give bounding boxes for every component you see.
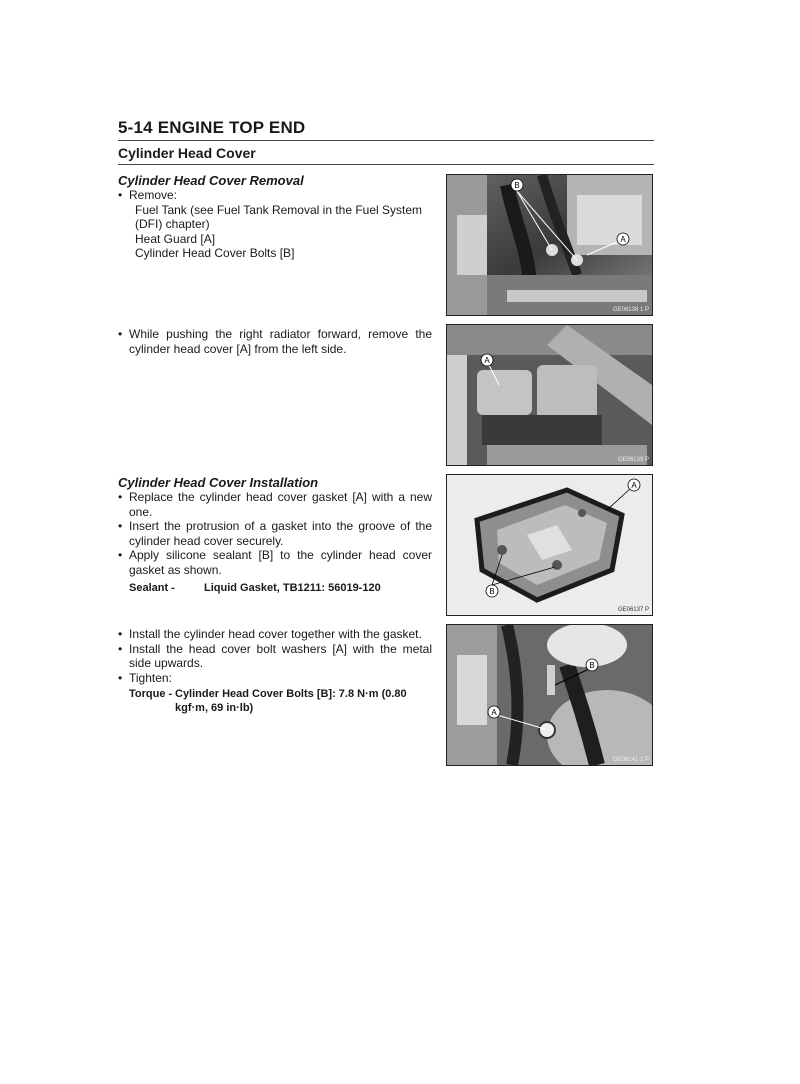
page-header: 5-14 ENGINE TOP END xyxy=(118,118,306,137)
figure-label-b: B xyxy=(489,587,495,596)
remove-item: Cylinder Head Cover Bolts [B] xyxy=(135,246,295,260)
step-text: • Install the cylinder head cover together with the gasket. xyxy=(118,627,432,642)
figure-head-cover-photo xyxy=(446,324,653,466)
installation-steps xyxy=(118,490,432,595)
remove-item: Fuel Tank (see Fuel Tank Removal in the Fuel System xyxy=(135,202,423,217)
remove-item: (DFI) chapter) xyxy=(135,217,210,231)
sealant-key: Sealant - xyxy=(129,582,175,594)
figure-heat-guard-photo xyxy=(446,174,653,316)
figure-label-a: A xyxy=(491,708,497,717)
installation-title: Cylinder Head Cover Installation xyxy=(118,475,319,490)
figure-gasket-photo xyxy=(446,474,653,616)
torque-value-line2: kgf·m, 69 in·lb) xyxy=(175,702,254,714)
sealant-value: Liquid Gasket, TB1211: 56019-120 xyxy=(204,582,381,594)
step-text: • Replace the cylinder head cover gasket [A] with a new one. xyxy=(118,490,432,519)
figure-label-a: A xyxy=(484,356,490,365)
torque-key: Torque - xyxy=(129,688,173,700)
removal-list xyxy=(118,188,432,261)
figure-code: GE06139 P xyxy=(617,457,649,463)
figure-code: GE06141 1 P xyxy=(612,757,649,763)
removal-step2 xyxy=(118,327,432,356)
remove-item: Heat Guard [A] xyxy=(135,231,216,246)
torque-value-line1: Cylinder Head Cover Bolts [B]: 7.8 N·m (0.80 xyxy=(175,688,407,700)
installation-steps2 xyxy=(118,627,432,715)
figure-label-a: A xyxy=(631,481,637,490)
figure-code: GE06137 P xyxy=(617,607,649,613)
remove-bullet: • Remove: xyxy=(118,188,432,203)
section-rule xyxy=(118,164,654,165)
step-text: • Tighten: xyxy=(118,671,432,686)
step-text: • Apply silicone sealant [B] to the cylinder head cover gasket as shown. xyxy=(118,548,432,577)
torque-spec xyxy=(118,687,432,715)
step-text: • Install the head cover bolt washers [A] with the metal side upwards. xyxy=(118,642,432,671)
figure-bolt-washer-photo xyxy=(446,624,653,766)
step-text: • While pushing the right radiator forward, remove the cylinder head cover [A] from the left side. xyxy=(118,327,432,356)
removal-title: Cylinder Head Cover Removal xyxy=(118,173,304,188)
section-title: Cylinder Head Cover xyxy=(118,145,256,161)
figure-label-b: B xyxy=(589,661,595,670)
figure-code: GE06138 1 P xyxy=(612,307,649,313)
header-rule xyxy=(118,140,654,141)
step-text: • Insert the protrusion of a gasket into the groove of the cylinder head cover securely. xyxy=(118,519,432,548)
figure-label-b: B xyxy=(514,181,520,190)
figure-label-a: A xyxy=(620,235,626,244)
sealant-spec xyxy=(118,581,432,595)
